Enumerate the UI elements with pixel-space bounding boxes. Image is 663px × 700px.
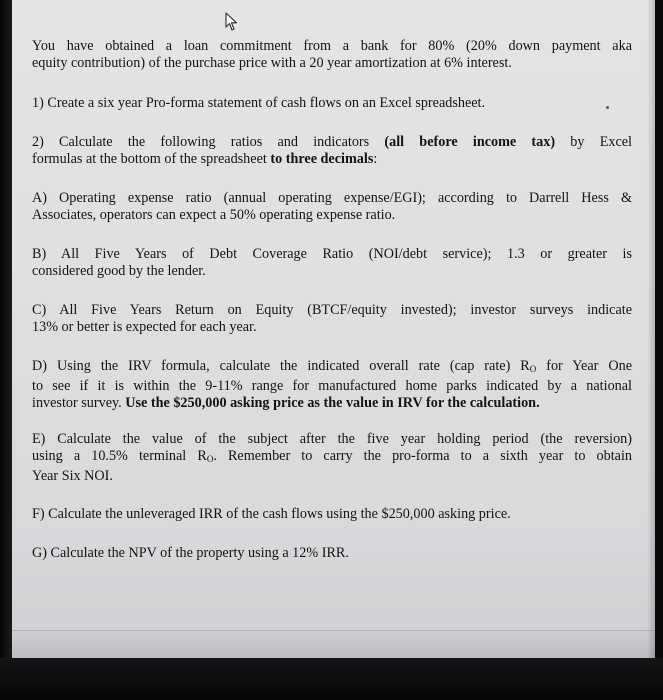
monitor-bezel-bottom <box>0 658 663 700</box>
item-2-line-2: formulas at the bottom of the spreadsheet to three decimals: <box>32 151 378 167</box>
item-a-line-2: Associates, operators can expect a 50% operating expense ratio. <box>32 207 396 223</box>
item-e-line-3: Year Six NOI. <box>32 468 113 484</box>
item-e-line-1: E) Calculate the value of the subject after the five year holding period (the reversion) <box>32 431 632 447</box>
intro-line-1: You have obtained a loan commitment from a bank for 80% (20% down payment aka <box>32 38 632 54</box>
item-a-line-1: A) Operating expense ratio (annual operating expense/EGI); according to Darrell Hess & <box>32 190 632 206</box>
item-d-line-3: investor survey. Use the $250,000 asking price as the value in IRV for the calculation. <box>32 395 540 411</box>
item-2-line-1: 2) Calculate the following ratios and indicators (all before income tax) by Excel <box>32 134 633 150</box>
screen-bottom-strip <box>12 630 655 658</box>
item-1-paragraph <box>32 95 632 112</box>
item-c-line-1: C) All Five Years Return on Equity (BTCF/equity invested); investor surveys indicate <box>32 302 632 318</box>
item-a-paragraph <box>32 190 632 224</box>
document-screen <box>12 0 655 658</box>
intro-line-2: equity contribution) of the purchase price with a 20 year amortization at 6% interest. <box>32 55 512 71</box>
intro-paragraph <box>32 38 632 72</box>
item-g-paragraph <box>32 545 632 562</box>
item-b-line-2: considered good by the lender. <box>32 263 206 279</box>
item-1-line-1: 1) Create a six year Pro-forma statement of cash flows on an Excel spreadsheet. <box>32 95 486 111</box>
monitor-bezel-left <box>0 0 12 700</box>
item-d-line-1: D) Using the IRV formula, calculate the indicated overall rate (cap rate) $R_O$ for Year One <box>32 358 632 374</box>
screen-shadow-edge <box>647 0 655 658</box>
item-2-paragraph <box>32 134 632 168</box>
mouse-pointer-icon <box>225 12 239 32</box>
item-c-paragraph <box>32 302 632 336</box>
item-f-paragraph <box>32 506 632 523</box>
item-b-paragraph <box>32 246 632 280</box>
item-d-line-2: to see if it is within the 9-11% range for manufactured home parks indicated by a national <box>32 378 632 394</box>
monitor-bezel-right <box>655 0 663 700</box>
item-d-paragraph <box>32 358 632 412</box>
item-f-line-1: F) Calculate the unleveraged IRR of the cash flows using the $250,000 asking price. <box>32 506 511 522</box>
item-e-line-2: using a 10.5% terminal $R_O$. Remember to carry the pro-forma to a sixth year to obtain <box>32 448 632 464</box>
item-b-line-1: B) All Five Years of Debt Coverage Ratio (NOI/debt service); 1.3 or greater is <box>32 246 632 262</box>
item-g-line-1: G) Calculate the NPV of the property using a 12% IRR. <box>32 545 349 561</box>
item-c-line-2: 13% or better is expected for each year. <box>32 319 257 335</box>
item-e-paragraph <box>32 431 632 485</box>
stray-dot <box>606 106 609 109</box>
